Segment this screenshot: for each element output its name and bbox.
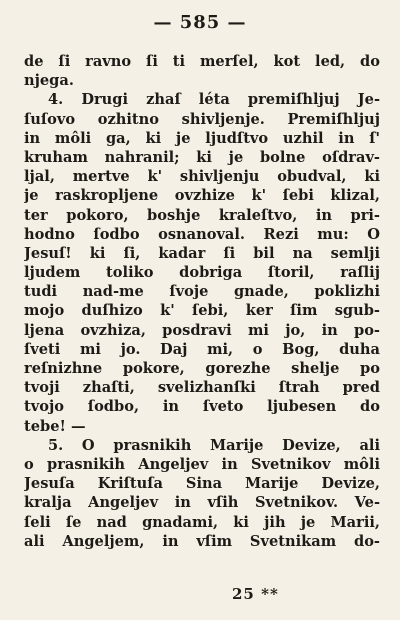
text-line: ljal, mertve k' shivljenju obudval, ki — [24, 168, 380, 186]
text-line: je raskropljene ovzhize k' ſebi klizal, — [24, 187, 380, 205]
text-line: reſnizhne pokore, gorezhe shelje po — [24, 360, 380, 377]
text-line: Jesuſ! ki ſi, kadar ſi bil na semlji — [24, 244, 380, 262]
body-text — [24, 52, 380, 551]
text-line: ljudem toliko dobriga ſtoril, raſlij — [24, 264, 380, 282]
paragraph-4-start: 4. Drugi zhaſ léta premiſhljuj Je- — [48, 91, 380, 109]
text-line: hodno ſodbo osnanoval. Rezi mu: O — [24, 225, 380, 243]
paragraph-5-start: 5. O prasnikih Marije Devize, ali — [48, 436, 380, 454]
text-line: ter pokoro, boshje kraleſtvo, in pri- — [24, 206, 380, 224]
running-head-page-number: — 585 — — [153, 12, 247, 33]
text-line: ſuſovo ozhitno shivljenje. Premiſhljuj — [24, 110, 380, 128]
text-line: in môli ga, ki je ljudſtvo uzhil in ſ' — [24, 129, 380, 147]
text-line: kruham nahranil; ki je bolne oſdrav- — [24, 148, 380, 166]
text-line: njega. — [24, 72, 74, 90]
printer-signature-mark: 25 ** — [232, 585, 279, 603]
text-line: tvojo ſodbo, in ſveto ljubesen do — [24, 398, 380, 416]
text-line: Jesuſa Kriſtuſa Sina Marije Devize, — [24, 475, 380, 493]
text-line: tudi nad-me ſvoje gnade, poklizhi — [24, 283, 380, 301]
text-line: ſveti mi jo. Daj mi, o Bog, duha — [24, 340, 380, 358]
text-line: tvoji zhaſti, svelizhanſki ſtrah pred — [24, 379, 380, 397]
text-line: o prasnikih Angeljev in Svetnikov môli — [24, 455, 380, 473]
text-line: tebe! — — [24, 417, 86, 435]
text-line: mojo duſhizo k' ſebi, ker ſim sgub- — [24, 302, 380, 320]
text-line: ali Angeljem, in vſim Svetnikam do- — [24, 532, 380, 550]
text-line: kralja Angeljev in vſih Svetnikov. Ve- — [24, 494, 380, 512]
text-line: ſeli ſe nad gnadami, ki jih je Marii, — [24, 513, 380, 531]
text-line: ljena ovzhiza, posdravi mi jo, in po- — [24, 321, 380, 339]
footer — [0, 585, 400, 607]
text-line: de ſi ravno ſi ti merſel, kot led, do — [24, 53, 380, 70]
